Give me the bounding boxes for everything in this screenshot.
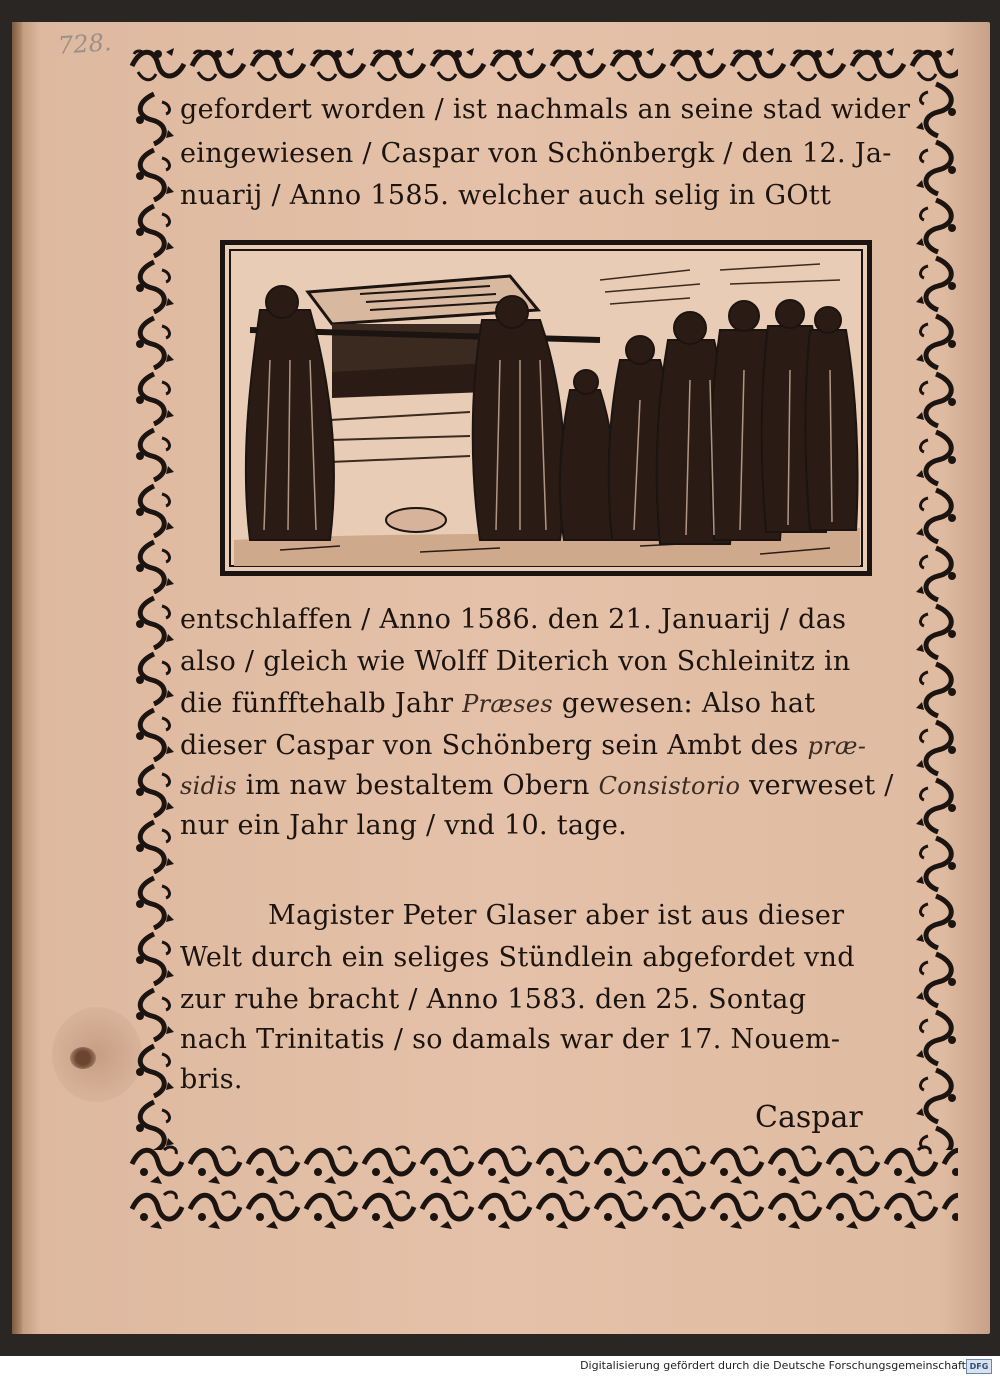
text-line: nach Trinitatis / so damals war der 17. Nouem- xyxy=(180,1024,841,1055)
ornament-border-top xyxy=(128,42,958,88)
woodcut-illustration xyxy=(220,240,872,576)
text-line: zur ruhe bracht / Anno 1583. den 25. Sontag xyxy=(180,984,807,1015)
text-line: gefordert worden / ist nachmals an seine stad wider xyxy=(180,94,911,125)
latin-term: præ- xyxy=(807,732,867,760)
text-line xyxy=(180,604,846,635)
latin-term: Præses xyxy=(462,690,553,718)
text-span: im naw bestaltem Obern xyxy=(236,770,599,801)
text-line: Welt durch ein seliges Stündlein abgefordet vnd xyxy=(180,942,855,973)
text-line: nuarij / Anno 1585. welcher auch selig in GOtt xyxy=(180,180,832,211)
text-span: also / gleich wie Wolff Diterich von Schleinitz in xyxy=(180,646,851,677)
ornament-border-left xyxy=(128,90,180,1150)
text-line: Magister Peter Glaser aber ist aus dieser xyxy=(268,900,845,931)
text-line: bris. xyxy=(180,1064,243,1095)
text-line xyxy=(180,688,815,719)
ink-blot xyxy=(70,1047,96,1069)
text-line xyxy=(180,810,627,841)
text-span: entschlaffen / Anno 1586. den 21. Januarij / das xyxy=(180,604,847,635)
text-span: verweset / xyxy=(740,770,894,801)
latin-term: sidis xyxy=(180,772,237,800)
text-span: gewesen: Also hat xyxy=(552,688,816,719)
latin-term: Consistorio xyxy=(598,772,741,800)
footer-credit: Digitalisierung gefördert durch die Deutsche Forschungsgemeinschaft xyxy=(580,1359,966,1372)
text-line: eingewiesen / Caspar von Schönbergk / den 12. Ja- xyxy=(180,138,892,169)
dfg-logo: DFG xyxy=(966,1359,992,1374)
text-span: dieser Caspar von Schönberg sein Ambt des xyxy=(180,730,808,761)
folio-number: 728. xyxy=(57,28,113,60)
text-line xyxy=(180,770,894,801)
text-span: die fünfftehalb Jahr xyxy=(180,688,463,719)
ornament-border-bottom xyxy=(128,1142,958,1232)
ornament-border-right xyxy=(912,80,964,1150)
text-line xyxy=(180,730,866,761)
text-line xyxy=(180,646,851,677)
catchword: Caspar xyxy=(755,1100,863,1135)
text-span: nur ein Jahr lang / vnd 10. tage. xyxy=(180,810,628,841)
page-gutter-edge xyxy=(12,22,22,1334)
